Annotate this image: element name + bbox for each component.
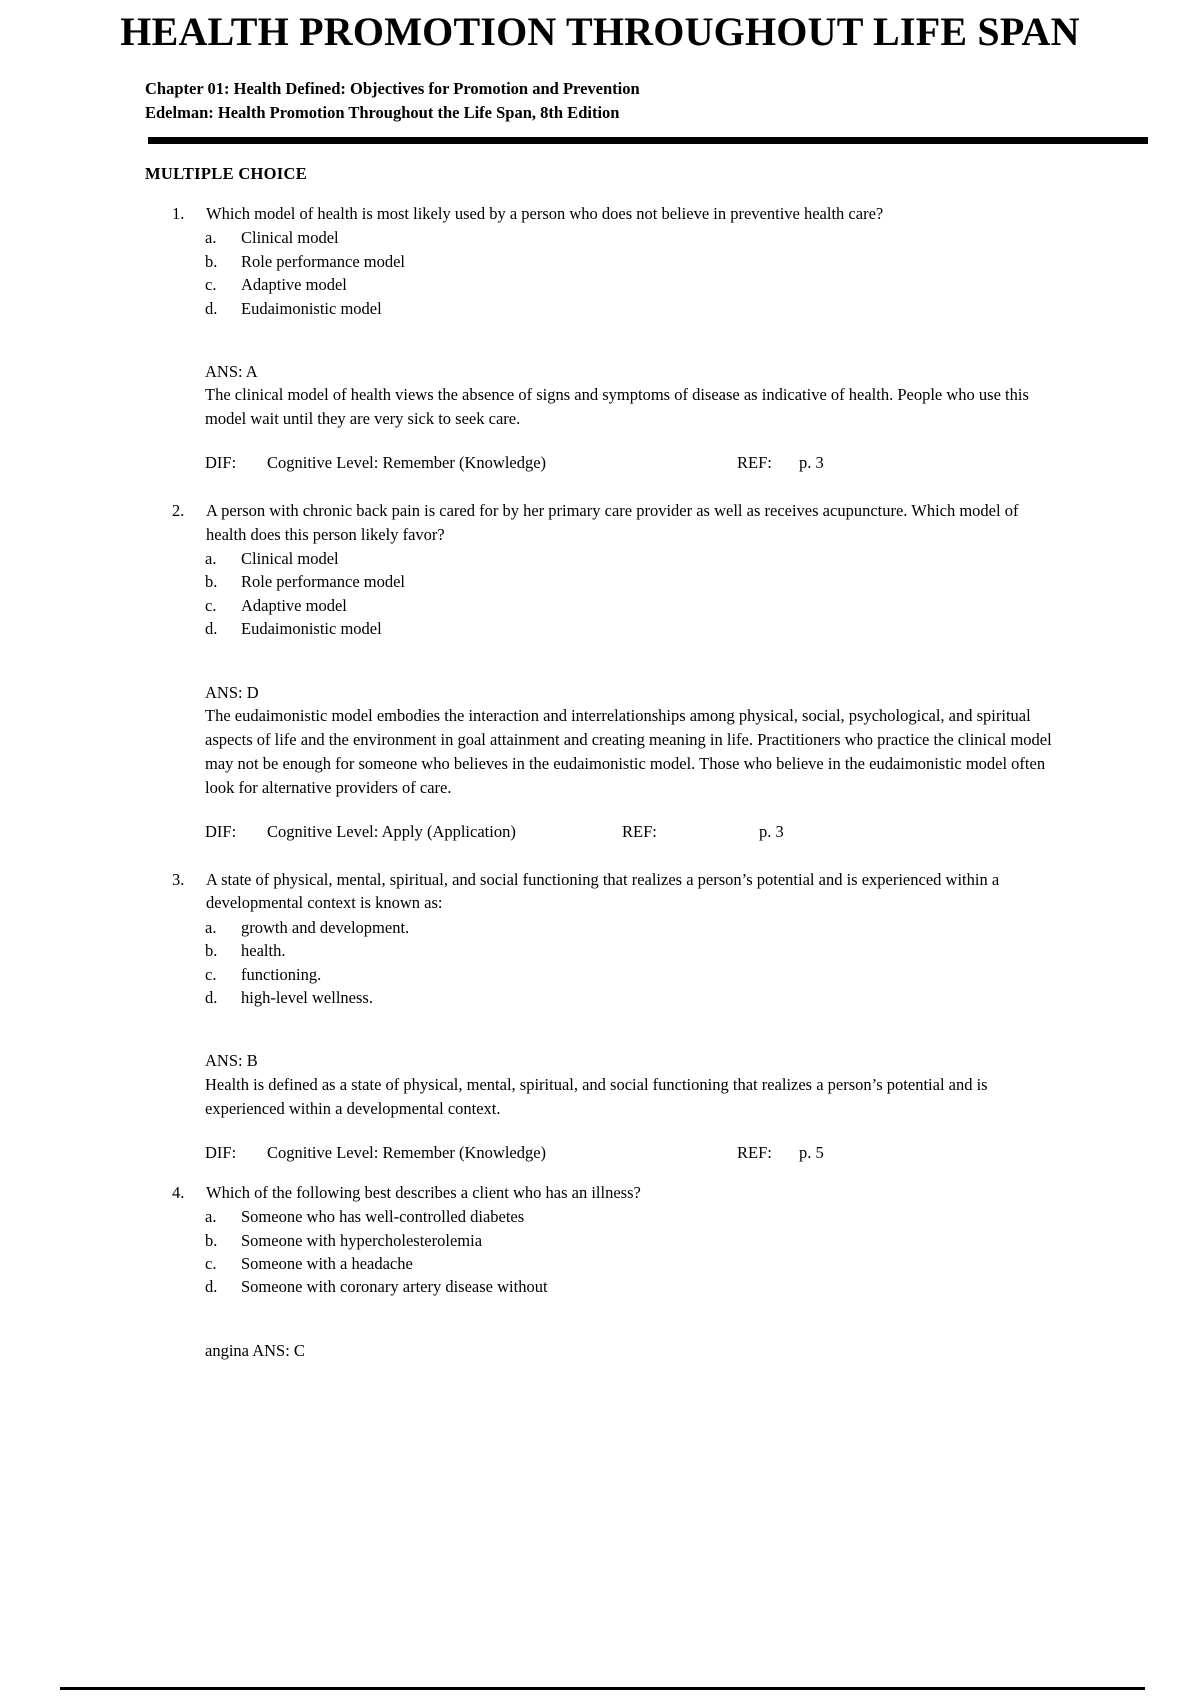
ref-label: REF: <box>737 453 772 473</box>
choice-list <box>205 1205 1200 1299</box>
choice-item[interactable] <box>205 297 1200 320</box>
spacer <box>0 473 1200 499</box>
question-metadata <box>205 1143 1200 1163</box>
question-item <box>0 868 1200 1163</box>
trailing-answer-note: angina ANS: C <box>205 1340 305 1360</box>
question-metadata <box>205 822 1200 842</box>
choice-item[interactable] <box>205 273 1200 296</box>
choice-item[interactable] <box>205 916 1200 939</box>
dif-value: Cognitive Level: Remember (Knowledge) <box>267 1142 547 1162</box>
book-line: Edelman: Health Promotion Throughout the Life Span, 8th Edition <box>145 102 620 122</box>
document-page <box>0 8 1200 1708</box>
choice-letter: b. <box>205 251 218 271</box>
choice-text: Someone with a headache <box>241 1253 413 1273</box>
spacer <box>0 1163 1200 1181</box>
ref-value: p. 3 <box>799 453 824 473</box>
choice-letter: d. <box>205 1277 218 1297</box>
answer-line: ANS: D <box>205 682 259 702</box>
choice-text: health. <box>241 941 286 961</box>
choice-item[interactable] <box>205 250 1200 273</box>
choice-item[interactable] <box>205 594 1200 617</box>
choice-item[interactable] <box>205 1205 1200 1228</box>
answer-block <box>205 1049 1055 1120</box>
choice-letter: b. <box>205 941 218 961</box>
choice-item[interactable] <box>205 1229 1200 1252</box>
choice-text: growth and development. <box>241 917 410 937</box>
question-item <box>0 202 1200 473</box>
choice-text: Role performance model <box>241 572 406 592</box>
ref-label: REF: <box>737 1142 772 1162</box>
choice-letter: c. <box>205 275 217 295</box>
choice-item[interactable] <box>205 939 1200 962</box>
page-title: HEALTH PROMOTION THROUGHOUT LIFE SPAN <box>120 9 1080 54</box>
answer-rationale: Health is defined as a state of physical, mental, spiritual, and social functioning that realizes a person’s potential and is experienced within a developmental context. <box>205 1074 988 1118</box>
choice-item[interactable] <box>205 617 1200 640</box>
choice-text: Eudaimonistic model <box>241 298 382 318</box>
choice-item[interactable] <box>205 1252 1200 1275</box>
document-header <box>145 77 1200 125</box>
question-metadata <box>205 453 1200 473</box>
choice-text: Role performance model <box>241 251 406 271</box>
choice-text: Someone who has well-controlled diabetes <box>241 1207 525 1227</box>
question-number: 2. <box>172 501 185 521</box>
spacer <box>0 842 1200 868</box>
choice-letter: a. <box>205 1207 217 1227</box>
dif-label: DIF: <box>205 1142 237 1162</box>
header-divider <box>148 137 1148 144</box>
answer-rationale: The eudaimonistic model embodies the interaction and interrelationships among physical, social, psychological, and spiritual aspects of life and the environment in goal attainment and creating meaning in life. Practitioners who practice the clinical model may not be enough for someone who believes in the eudaimonistic model. Those who believe in the eudaimonistic model often look for alternative providers of care. <box>205 706 1052 797</box>
question-stem: A person with chronic back pain is cared for by her primary care provider as well as receives acupuncture. Which model of health does this person likely favor? <box>206 501 1019 544</box>
answer-line: ANS: B <box>205 1051 258 1071</box>
dif-value: Cognitive Level: Apply (Application) <box>267 821 516 841</box>
answer-rationale: The clinical model of health views the absence of signs and symptoms of disease as indicative of health. People who use this model wait until they are very sick to seek care. <box>205 385 1029 429</box>
dif-label: DIF: <box>205 453 237 473</box>
choice-letter: a. <box>205 228 217 248</box>
choice-item[interactable] <box>205 1275 1200 1298</box>
section-label: MULTIPLE CHOICE <box>145 163 308 183</box>
choice-item[interactable] <box>205 986 1200 1009</box>
choice-item[interactable] <box>205 547 1200 570</box>
choice-letter: d. <box>205 987 218 1007</box>
ref-label: REF: <box>622 821 657 841</box>
question-stem: Which of the following best describes a client who has an illness? <box>206 1182 641 1202</box>
choice-list <box>205 916 1200 1010</box>
ref-value: p. 5 <box>799 1142 824 1162</box>
choice-list <box>205 226 1200 320</box>
choice-letter: d. <box>205 619 218 639</box>
choice-text: Clinical model <box>241 228 339 248</box>
choice-text: functioning. <box>241 964 322 984</box>
choice-letter: c. <box>205 964 217 984</box>
choice-letter: c. <box>205 1253 217 1273</box>
footer-divider <box>60 1687 1145 1690</box>
question-stem: Which model of health is most likely used by a person who does not believe in preventive health care? <box>206 203 884 223</box>
question-item <box>0 499 1200 842</box>
dif-label: DIF: <box>205 821 237 841</box>
choice-letter: a. <box>205 549 217 569</box>
choice-letter: b. <box>205 1230 218 1250</box>
answer-block <box>205 681 1055 800</box>
ref-value: p. 3 <box>759 821 784 841</box>
dif-value: Cognitive Level: Remember (Knowledge) <box>267 453 547 473</box>
choice-text: Eudaimonistic model <box>241 619 382 639</box>
choice-list <box>205 547 1200 641</box>
chapter-line: Chapter 01: Health Defined: Objectives for Promotion and Prevention <box>145 79 640 98</box>
question-list <box>0 202 1200 1361</box>
choice-text: Someone with hypercholesterolemia <box>241 1230 483 1250</box>
choice-letter: d. <box>205 298 218 318</box>
choice-text: Adaptive model <box>241 595 347 615</box>
question-number: 1. <box>172 203 185 223</box>
choice-letter: c. <box>205 595 217 615</box>
answer-line: ANS: A <box>205 361 258 381</box>
choice-text: Someone with coronary artery disease without <box>241 1277 548 1297</box>
question-number: 3. <box>172 869 185 889</box>
choice-item[interactable] <box>205 963 1200 986</box>
choice-item[interactable] <box>205 226 1200 249</box>
question-stem: A state of physical, mental, spiritual, and social functioning that realizes a person’s potential and is experienced within a developmental context is known as: <box>206 869 1000 913</box>
question-item <box>0 1181 1200 1361</box>
answer-block <box>205 360 1055 431</box>
choice-text: Adaptive model <box>241 275 347 295</box>
choice-letter: b. <box>205 572 218 592</box>
question-number: 4. <box>172 1182 185 1202</box>
choice-letter: a. <box>205 917 217 937</box>
choice-text: high-level wellness. <box>241 987 373 1007</box>
choice-item[interactable] <box>205 570 1200 593</box>
choice-text: Clinical model <box>241 549 339 569</box>
